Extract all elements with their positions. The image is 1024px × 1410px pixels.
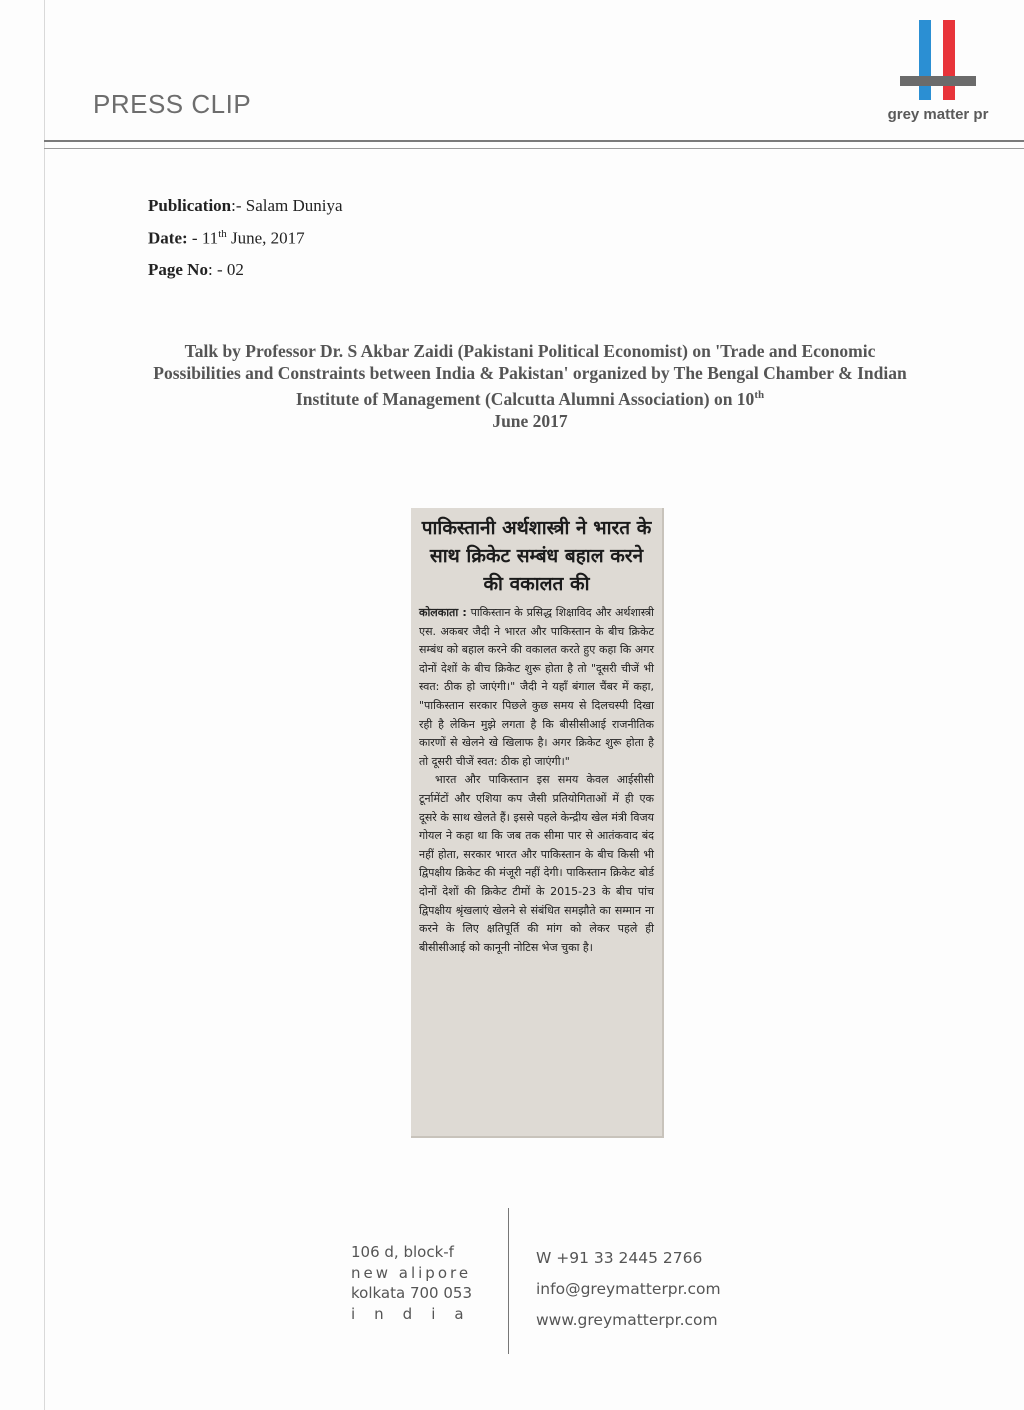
clipping-headline: पाकिस्तानी अर्थशास्त्री ने भारत के साथ क्रिकेट सम्बंध बहाल करने की वकालत की [421,517,652,595]
footer-website[interactable]: www.greymatterpr.com [536,1311,718,1329]
footer-phone: W +91 33 2445 2766 [536,1249,703,1267]
talk-date-tail: June 2017 [492,410,568,431]
press-clip-label: PRESS CLIP [93,89,252,119]
date-suffix: th [218,228,227,240]
header-rule-top [44,140,1024,142]
talk-title [140,340,920,432]
newspaper-clipping [411,508,664,1138]
clipping-paragraph-2: भारत और पाकिस्तान इस समय केवल आईसीसी टूर्नामेंटों और एशिया कप जैसी प्रतियोगिताओं में ही एक दूसरे के साथ खेलते हैं। इससे पहले केन्द्रीय खेल मंत्री विजय गोयल ने कहा था कि जब तक सीमा पार से आतंकवाद बंद नहीं होता, सरकार भारत और पाकिस्तान के बीच किसी भी द्विपक्षीय क्रिकेट की मंजूरी नहीं देगी। पाकिस्तान क्रिकेट बोर्ड दोनों देशों की क्रिकेट टीमों के 2015-23 के बीच पांच द्विपक्षीय श्रृंखलाएं खेलने से संबंधित समझौते का सम्मान ना करने के लिए क्षतिपूर्ति की मांग को लेकर पहले ही बीसीसीआई को कानूनी नोटिस भेज चुका है। [419,773,654,954]
left-margin-rule [44,0,45,1410]
footer-address [351,1242,483,1324]
date-day: - 11 [187,228,219,248]
date-month-year: June, 2017 [226,228,305,248]
footer-divider [508,1208,509,1354]
logo-blue-bar [919,20,931,100]
publication-line [148,196,343,216]
publication-label: Publication [148,196,232,215]
page-value: : - 02 [207,260,244,279]
address-line-1: 106 d, block-f [351,1243,454,1261]
address-line-3: kolkata 700 053 [351,1284,472,1302]
talk-text: Talk by Professor Dr. S Akbar Zaidi (Pakistani Political Economist) on 'Trade and Economic Possibilities and Constraints between India & Pakistan' organized by The Bengal Chamber & Indian Institute of Management (Calcutta Alumni Association) on 10 [153,341,907,409]
clipping-dateline: कोलकाता : [419,606,467,619]
header-rule-bottom [44,148,1024,149]
date-line [148,228,305,249]
clipping-paragraph-1 [419,604,654,771]
footer-contact [536,1243,721,1336]
publication-value: :- Salam Duniya [231,196,343,215]
talk-date-suffix: th [754,389,765,401]
logo-grey-bar [900,76,976,86]
address-line-4: india [351,1304,483,1323]
brand-name: grey matter pr [887,106,989,123]
date-label: Date: [148,228,188,248]
page-line [148,260,244,280]
logo-red-bar [943,20,955,100]
footer-email[interactable]: info@greymatterpr.com [536,1280,721,1298]
page-label: Page No [148,260,208,279]
clipping-para1-text: पाकिस्तान के प्रसिद्ध शिक्षाविद और अर्थशास्त्री एस. अकबर जैदी ने भारत और पाकिस्तान के बीच क्रिकेट सम्बंध को बहाल करने की वकालत करते हुए कहा कि अगर दोनों देशों के बीच क्रिकेट शुरू होता है तो "दूसरी चीजें भी स्वत: ठीक हो जाएंगी।" जैदी ने यहाँ बंगाल चैंबर में कहा, "पाकिस्तान सरकार पिछले कुछ समय से दिलचस्पी दिखा रही है लेकिन मुझे लगता है कि बीसीसीआई राजनीतिक कारणों से खेलने खे खिलाफ है। अगर क्रिकेट शुरू होता है तो दूसरी चीजें स्वत: ठीक हो जाएंगी।" [419,606,654,768]
address-line-2: new alipore [351,1263,472,1282]
